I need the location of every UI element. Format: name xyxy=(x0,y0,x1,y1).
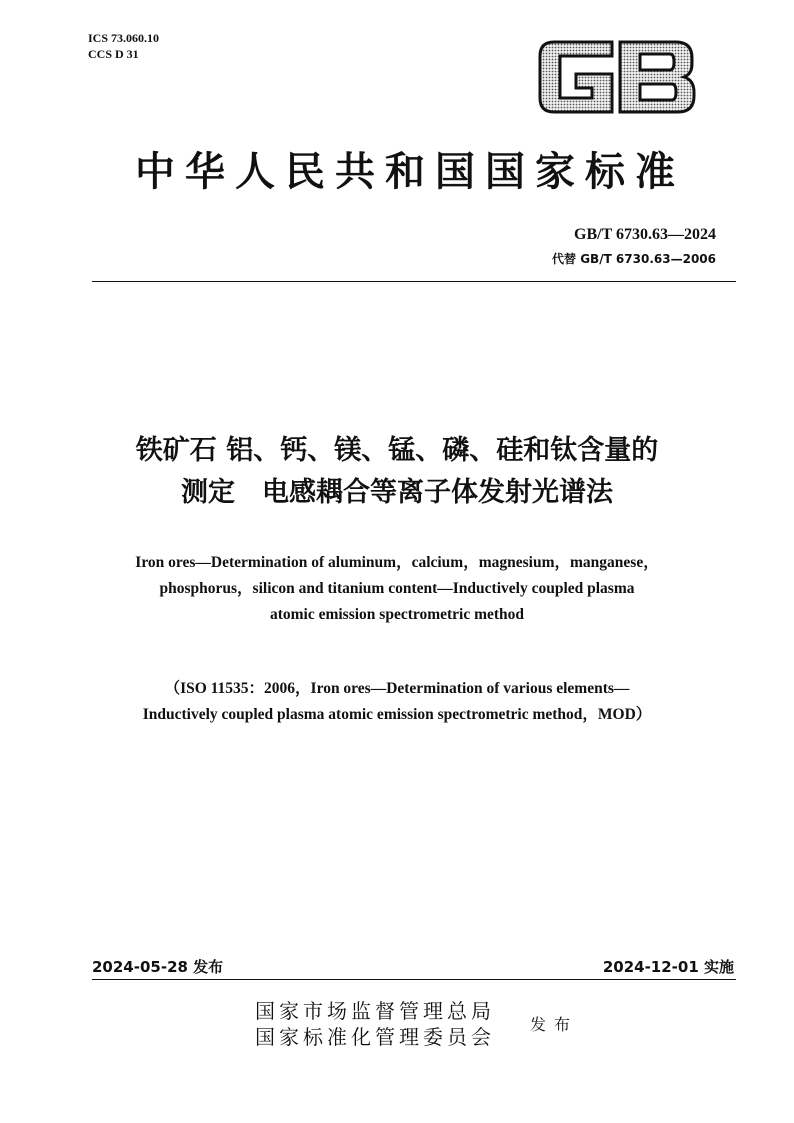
iso-reference-line-2: Inductively coupled plasma atomic emission spectrometric method，MOD） xyxy=(142,706,652,723)
ics-code: ICS 73.060.10 xyxy=(88,31,160,45)
issuer-sac: 国家标准化管理委员会 xyxy=(255,1025,495,1049)
ccs-code: CCS D 31 xyxy=(88,47,139,61)
standard-number: GB/T 6730.63—2024 xyxy=(574,226,716,243)
bottom-divider xyxy=(92,979,736,980)
top-divider xyxy=(92,281,736,282)
english-title-line-1: Iron ores—Determination of aluminum，calcium，magnesium，manganese， xyxy=(135,554,659,571)
english-title xyxy=(40,550,754,628)
publish-label: 发布 xyxy=(530,1015,579,1034)
issuer-samr: 国家市场监督管理总局 xyxy=(255,999,495,1023)
chinese-title xyxy=(40,430,754,514)
iso-reference xyxy=(40,676,754,728)
chinese-title-line-1: 铁矿石 铝、钙、镁、锰、磷、硅和钛含量的 xyxy=(135,435,659,466)
implementation-date: 2024-12-01 实施 xyxy=(602,958,734,976)
replaces-standard: 代替 GB/T 6730.63—2006 xyxy=(552,252,716,266)
chinese-title-line-2: 测定 电感耦合等离子体发射光谱法 xyxy=(181,477,613,508)
english-title-line-2: phosphorus，silicon and titanium content—Inductively coupled plasma xyxy=(159,580,635,597)
ics-ccs-codes xyxy=(88,30,159,62)
issuing-organizations xyxy=(255,998,495,1050)
iso-reference-line-1: （ISO 11535：2006，Iron ores—Determination of various elements— xyxy=(164,680,630,697)
issue-date: 2024-05-28 发布 xyxy=(92,958,224,976)
english-title-line-3: atomic emission spectrometric method xyxy=(269,606,525,623)
standard-title: 中华人民共和国国家标准 xyxy=(135,148,685,195)
gb-logo xyxy=(536,34,698,120)
